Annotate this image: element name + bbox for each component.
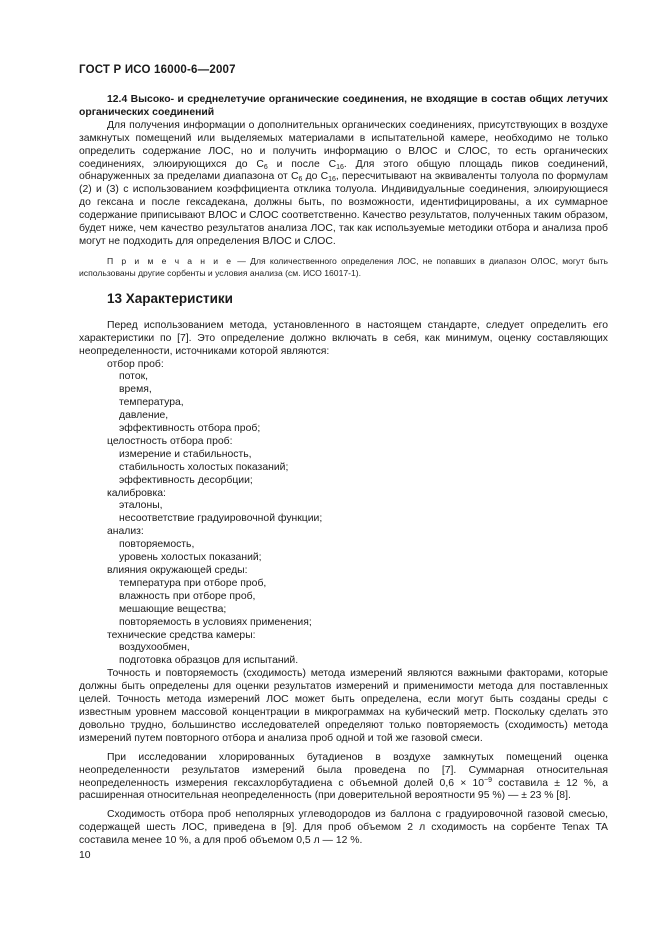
group-label: калибровка:	[107, 487, 166, 499]
list-item: уровень холостых показаний;	[119, 552, 262, 564]
list-item: эффективность десорбции;	[119, 474, 253, 486]
list-item: эффективность отбора проб;	[119, 423, 261, 435]
page-number: 10	[79, 850, 91, 861]
document-header: ГОСТ Р ИСО 16000-6—2007	[79, 64, 236, 76]
note-paragraph	[79, 255, 608, 279]
section-13-title: 13 Характеристики	[107, 290, 233, 306]
list-item: повторяемость,	[119, 539, 195, 551]
list-item: несоответствие градуировочной функции;	[119, 513, 323, 525]
note-label: П р и м е ч а н и е	[107, 255, 234, 266]
group-label: отбор проб:	[107, 358, 164, 370]
list-item: время,	[119, 384, 152, 396]
section-12-4-title: 12.4 Высоко- и среднелетучие органические соединения, не входящие в состав общих летучих органических соединений	[79, 94, 608, 118]
section-13-intro: Перед использованием метода, установленного в настоящем стандарте, следует определить его характеристики по [7]. Это определение должно включать в себя, как минимум, оценку составляющих неопределенности, источниками которой являются:	[79, 319, 608, 357]
uncertainty-sources-list	[79, 359, 608, 669]
list-item: температура,	[119, 397, 184, 409]
list-item: подготовка образцов для испытаний.	[119, 655, 299, 667]
precision-paragraph: Точность и повторяемость (сходимость) метода измерений являются важными факторами, которые должны быть определены для оценки результатов измерений и применимости метода для поставленных целей. Точность метода измерений ЛОС может быть определена, если могут быть созданы среды с известным уровнем массовой концентрации в микрограммах на кубический метр. Поскольку сделать это довольно трудно, большинство исследователей определяют только повторяемость (сходимость) метода измерений путем повторного отбора и анализа проб одной и той же газовой смеси.	[79, 668, 608, 744]
section-12-4-paragraph: Для получения информации о дополнительных органических соединениях, присутствующих в воздухе замкнутых помещений или выделяемых материалами в испытательной камере, необходимо не только определить содержание ЛОС, но и получить информацию о ВЛОС и СЛОС, то есть органических соединениях, элюирующихся до $С_6$ и после $С_{16}$. Для этого общую площадь пиков соединений, обнаруженных за пределами диапазона от $С_6$ до $С_{16}$, пересчитывают на эквиваленты толуола по формулам (2) и (3) с использованием коэффициента отклика толуола. Индивидуальные соединения, элюирующиеся до гексана и после гексадекана, должны быть, по возможности, идентифицированы, а их суммарное содержание приписывают ВЛОС и СЛОС соответственно. Качество результатов, полученных таким образом, будет ниже, чем качество результатов анализа ЛОС, так как используемые методики отбора и анализа проб могут не подходить для определения ВЛОС и СЛОС.	[79, 119, 608, 247]
list-item: измерение и стабильность,	[119, 448, 252, 460]
butadiene-paragraph: При исследовании хлорированных бутадиенов в воздухе замкнутых помещений оценка неопределенности результатов измерений была проведена по [7]. Суммарная относительная неопределенность измерения гексахлорбутадиена с объемной долей $0,6 \times 10^{-9}$ составила ± 12 %, а расширенная относительная неопределенность (при доверительной вероятности 95 %) — ± 23 % [8].	[79, 751, 608, 802]
list-item: влажность при отборе проб,	[119, 590, 256, 602]
list-item: воздухообмен,	[119, 642, 190, 654]
group-label: целостность отбора проб:	[107, 435, 233, 447]
convergence-paragraph: Сходимость отбора проб неполярных углеводородов из баллона с градуировочной газовой смесью, содержащей шесть ЛОС, приведена в [9]. Для проб объемом 2 л сходимость на сорбенте Tenax TA составила менее 10 %, а для проб объемом 0,5 л — 12 %.	[79, 809, 608, 847]
group-label: влияния окружающей среды:	[107, 565, 248, 576]
list-item: температура при отборе проб,	[119, 577, 267, 589]
list-item: давление,	[119, 410, 169, 422]
list-item: эталоны,	[119, 500, 163, 512]
group-label: технические средства камеры:	[107, 629, 256, 641]
list-item: мешающие вещества;	[119, 603, 227, 615]
list-item: стабильность холостых показаний;	[119, 461, 289, 473]
list-item: повторяемость в условиях применения;	[119, 616, 312, 628]
group-label: анализ:	[107, 526, 144, 538]
page-content	[79, 94, 608, 848]
note-text: — Для количественного определения ЛОС, не попавших в диапазон ОЛОС, могут быть использованы другие сорбенты и условия анализа (см. ИСО 16017-1).	[79, 255, 608, 278]
list-item: поток,	[119, 371, 149, 383]
